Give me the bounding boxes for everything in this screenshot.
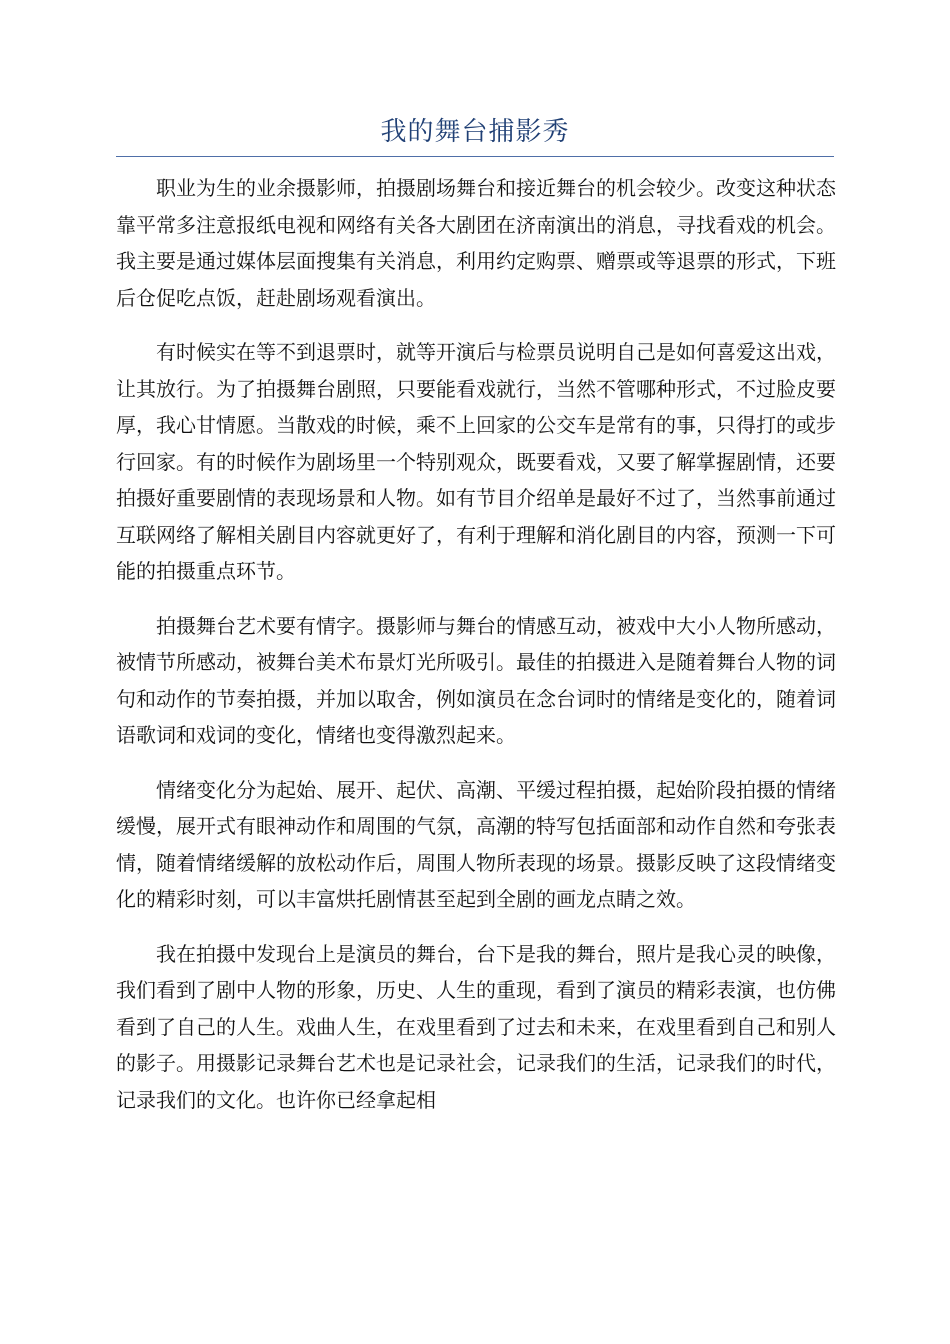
paragraph-4: 情绪变化分为起始、展开、起伏、高潮、平缓过程拍摄，起始阶段拍摄的情绪缓慢，展开式有眼神动作和周围的气氛，高潮的特写包括面部和动作自然和夸张表情，随着情绪缓解的放松动作后，周围人物所表现的场景。摄影反映了这段情绪变化的精彩时刻，可以丰富烘托剧情甚至起到全剧的画龙点睛之效。	[116, 777, 836, 911]
paragraph-3: 拍摄舞台艺术要有情字。摄影师与舞台的情感互动，被戏中大小人物所感动，被情节所感动，被舞台美术布景灯光所吸引。最佳的拍摄进入是随着舞台人物的词句和动作的节奏拍摄，并加以取舍，例如演员在念台词时的情绪是变化的，随着词语歌词和戏词的变化，情绪也变得激烈起来。	[116, 613, 836, 747]
paragraph-1: 职业为生的业余摄影师，拍摄剧场舞台和接近舞台的机会较少。改变这种状态靠平常多注意报纸电视和网络有关各大剧团在济南演出的消息，寻找看戏的机会。我主要是通过媒体层面搜集有关消息，利用约定购票、赠票或等退票的形式，下班后仓促吃点饭，赶赴剧场观看演出。	[116, 176, 836, 310]
document-title: 我的舞台捕影秀	[380, 117, 570, 147]
paragraph-2: 有时候实在等不到退票时，就等开演后与检票员说明自己是如何喜爱这出戏，让其放行。为了拍摄舞台剧照，只要能看戏就行，当然不管哪种形式，不过脸皮要厚，我心甘情愿。当散戏的时候，乘不上回家的公交车是常有的事，只得打的或步行回家。有的时候作为剧场里一个特别观众，既要看戏，又要了解掌握剧情，还要拍摄好重要剧情的表现场景和人物。如有节目介绍单是最好不过了，当然事前通过互联网络了解相关剧目内容就更好了，有利于理解和消化剧目的内容，预测一下可能的拍摄重点环节。	[116, 340, 836, 583]
document-body	[116, 170, 836, 1136]
paragraph-5: 我在拍摄中发现台上是演员的舞台，台下是我的舞台，照片是我心灵的映像，我们看到了剧中人物的形象，历史、人生的重现，看到了演员的精彩表演，也仿佛看到了自己的人生。戏曲人生，在戏里看到了过去和未来，在戏里看到自己和别人的影子。用摄影记录舞台艺术也是记录社会，记录我们的生活，记录我们的时代，记录我们的文化。也许你已经拿起相	[116, 941, 836, 1112]
title-block	[116, 112, 834, 157]
